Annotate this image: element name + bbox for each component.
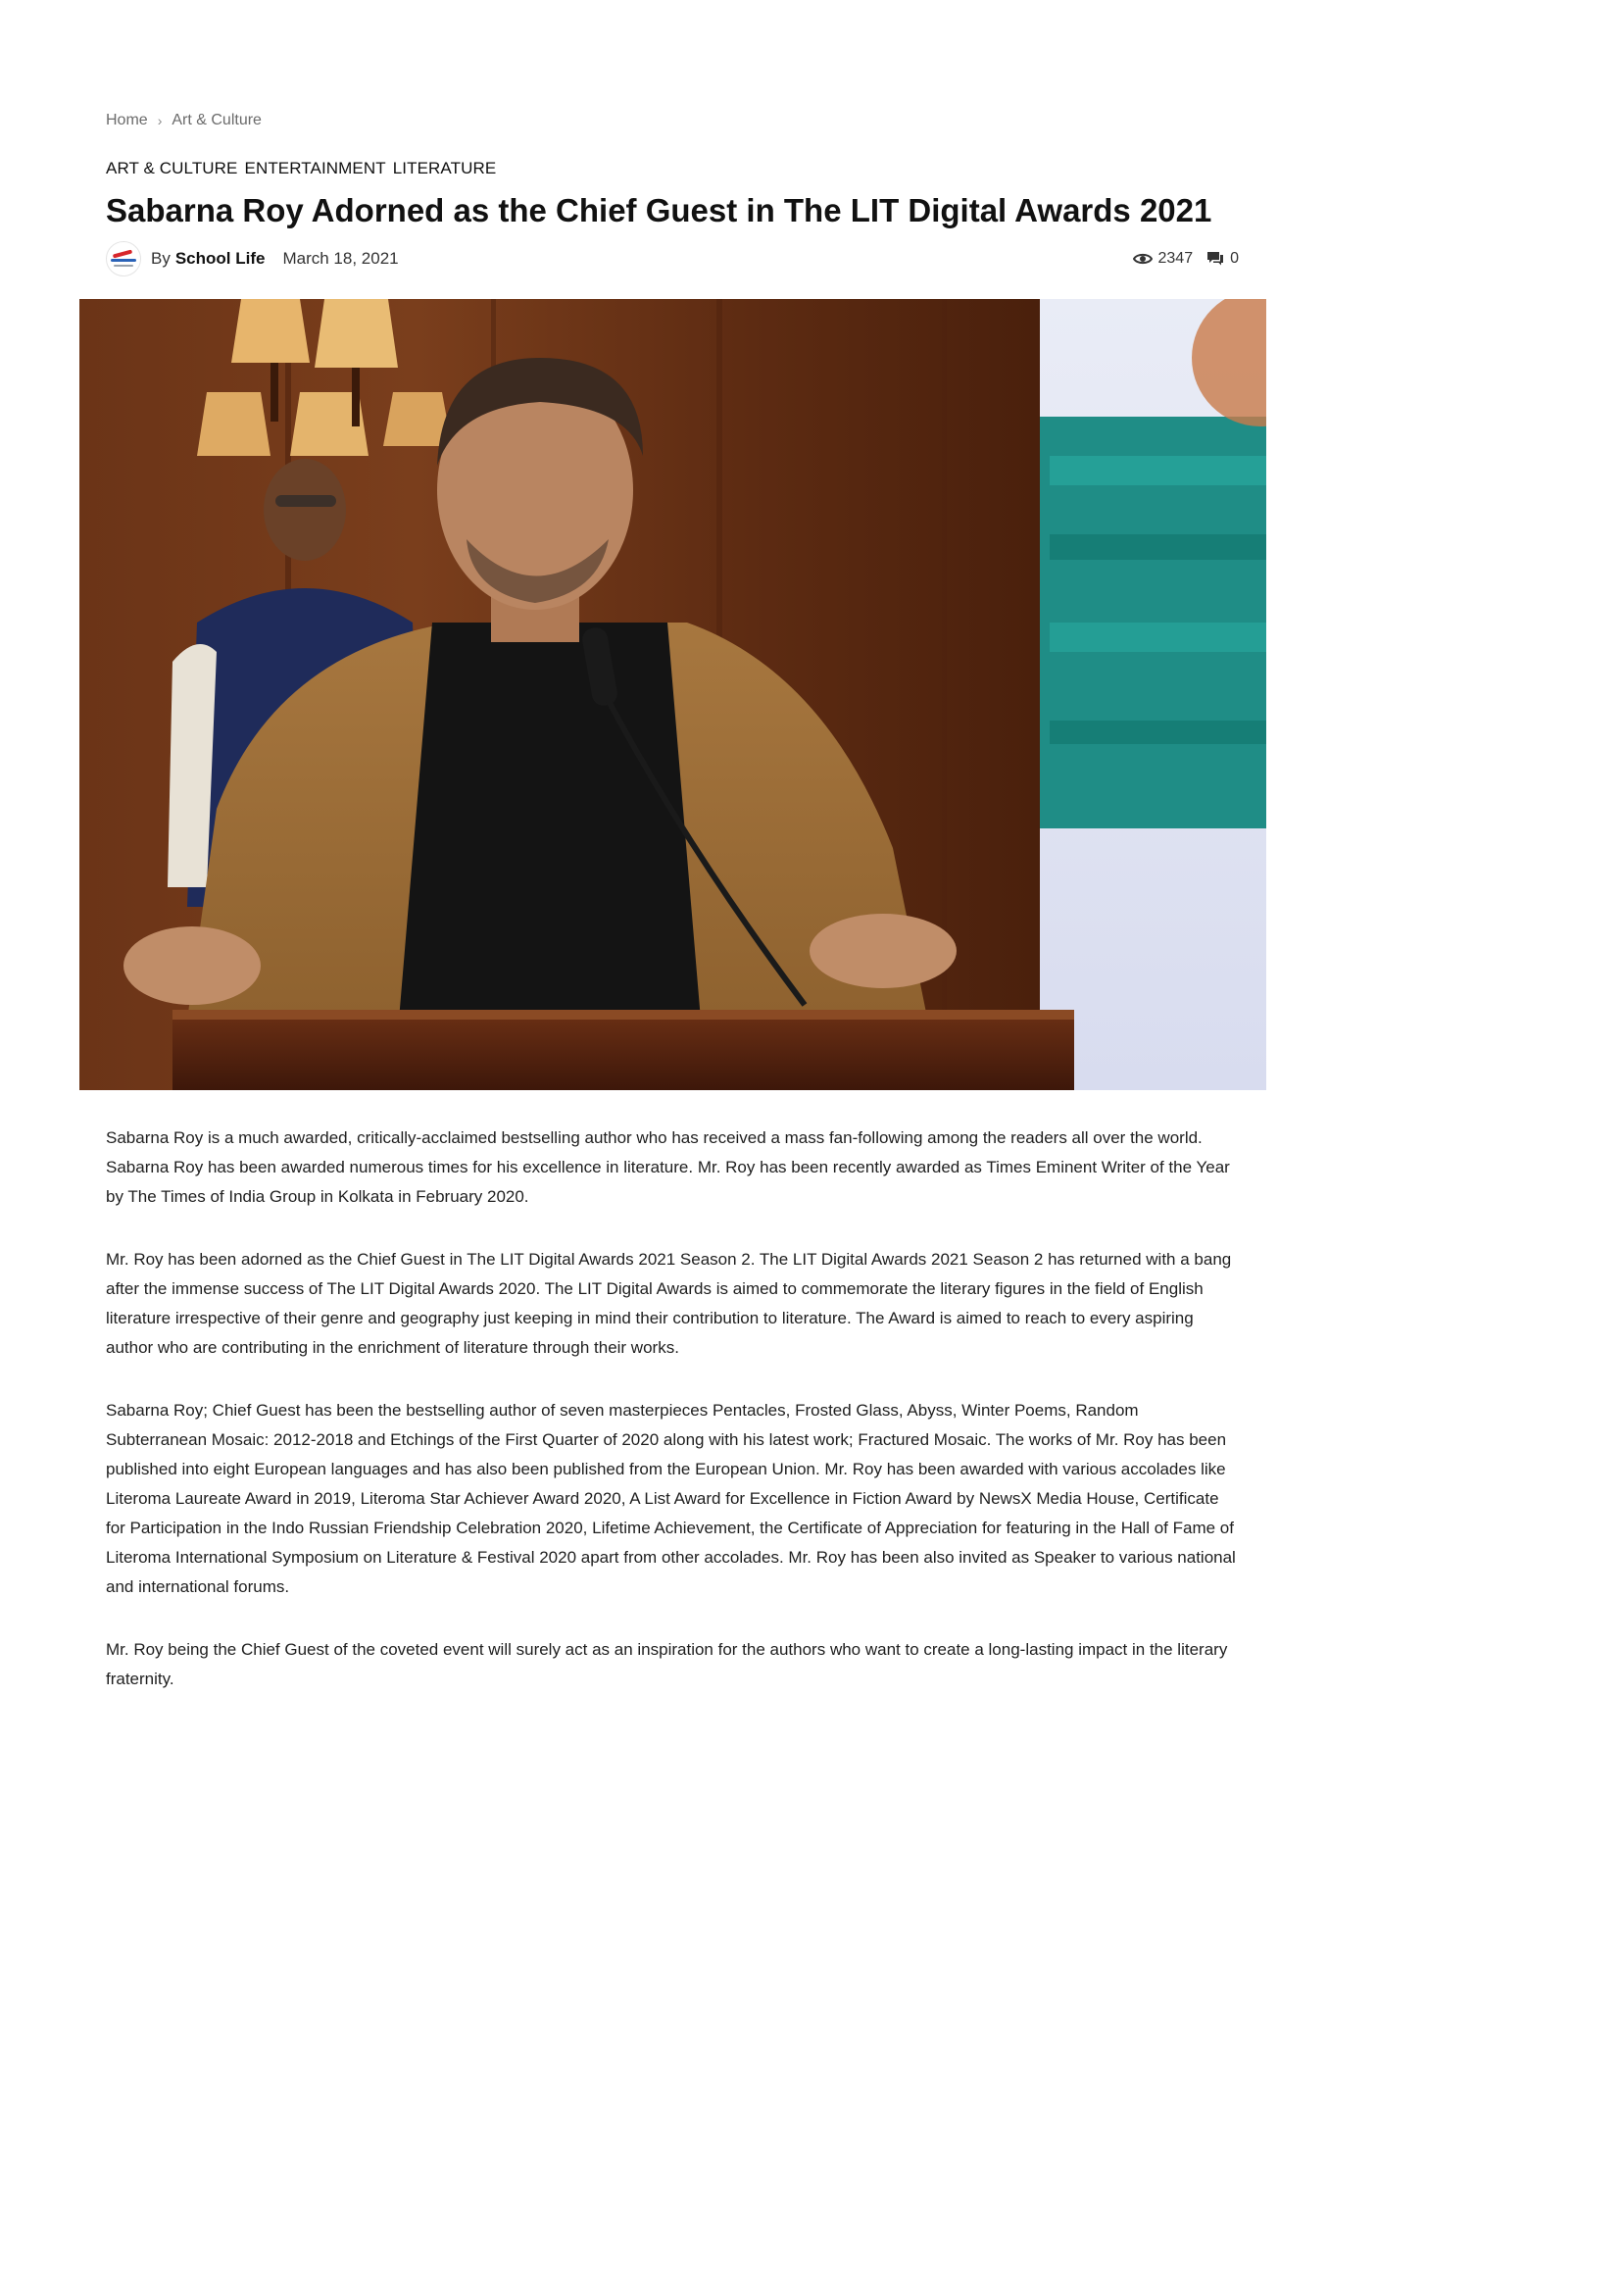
article-paragraph: Sabarna Roy; Chief Guest has been the bestselling author of seven masterpieces Pentacles, Frosted Glass, Abyss, Winter Poems, Random Subterranean Mosaic: 2012-2018 and Etchings of the First Quarter of 2020 along with his latest work; Fractured Mosaic. The works of Mr. Roy has been published into eight European languages and has also been published from the European Union. Mr. Roy has been awarded with various accolades like Literoma Laureate Award in 2019, Literoma Star Achiever Award 2020, A List Award for Excellence in Fiction Award by NewsX Media House, Certificate for Participation in the Indo Russian Friendship Celebration 2020, Lifetime Achievement, the Certificate of Appreciation for featuring in the Hall of Fame of Literoma International Symposium on Literature & Festival 2020 apart from other accolades. Mr. Roy has been also invited as Speaker to various national and international forums. bbox=[106, 1401, 1236, 1596]
comments-count[interactable] bbox=[1206, 250, 1239, 268]
eye-icon bbox=[1133, 252, 1153, 266]
category-art-culture[interactable]: ART & CULTURE bbox=[106, 159, 238, 177]
article-paragraph: Mr. Roy being the Chief Guest of the coveted event will surely act as an inspiration for the authors who want to create a long-lasting impact in the literary fraternity. bbox=[106, 1640, 1228, 1688]
category-entertainment[interactable]: ENTERTAINMENT bbox=[244, 159, 386, 177]
views-value: 2347 bbox=[1157, 250, 1194, 267]
breadcrumb bbox=[106, 112, 262, 129]
category-literature[interactable]: LITERATURE bbox=[392, 159, 497, 177]
author-link[interactable]: School Life bbox=[174, 249, 266, 268]
article-stats bbox=[1133, 250, 1240, 268]
article-title: Sabarna Roy Adorned as the Chief Guest in The LIT Digital Awards 2021 bbox=[106, 192, 1212, 228]
article-paragraph: Mr. Roy has been adorned as the Chief Guest in The LIT Digital Awards 2021 Season 2. The LIT Digital Awards 2021 Season 2 has returned with a bang after the immense success of The LIT Digital Awards 2020. The LIT Digital Awards is aimed to commemorate the literary figures in the field of English literature irrespective of their genre and geography just keeping in mind their contribution to literature. The Award is aimed to reach to every aspiring author who are contributing in the enrichment of literature through their works. bbox=[106, 1250, 1232, 1357]
views-count bbox=[1133, 250, 1194, 268]
article-meta bbox=[106, 239, 1239, 278]
by-label: By bbox=[151, 249, 171, 268]
comments-value: 0 bbox=[1230, 250, 1239, 267]
comment-icon bbox=[1206, 251, 1224, 267]
author-avatar[interactable] bbox=[106, 241, 141, 276]
breadcrumb-home-link[interactable]: Home bbox=[106, 112, 148, 128]
category-tags bbox=[106, 159, 496, 178]
breadcrumb-art-culture-link[interactable]: Art & Culture bbox=[172, 112, 262, 128]
publish-date: March 18, 2021 bbox=[282, 249, 399, 268]
featured-photo-illustration bbox=[79, 299, 1266, 1090]
article-paragraph: Sabarna Roy is a much awarded, critically-acclaimed bestselling author who has received a mass fan-following among the readers all over the world. Sabarna Roy has been awarded numerous times for his excellence in literature. Mr. Roy has been recently awarded as Times Eminent Writer of the Year by The Times of India Group in Kolkata in February 2020. bbox=[106, 1128, 1230, 1206]
breadcrumb-separator: › bbox=[157, 113, 163, 128]
article-body bbox=[106, 1123, 1243, 1727]
featured-image bbox=[79, 299, 1266, 1090]
